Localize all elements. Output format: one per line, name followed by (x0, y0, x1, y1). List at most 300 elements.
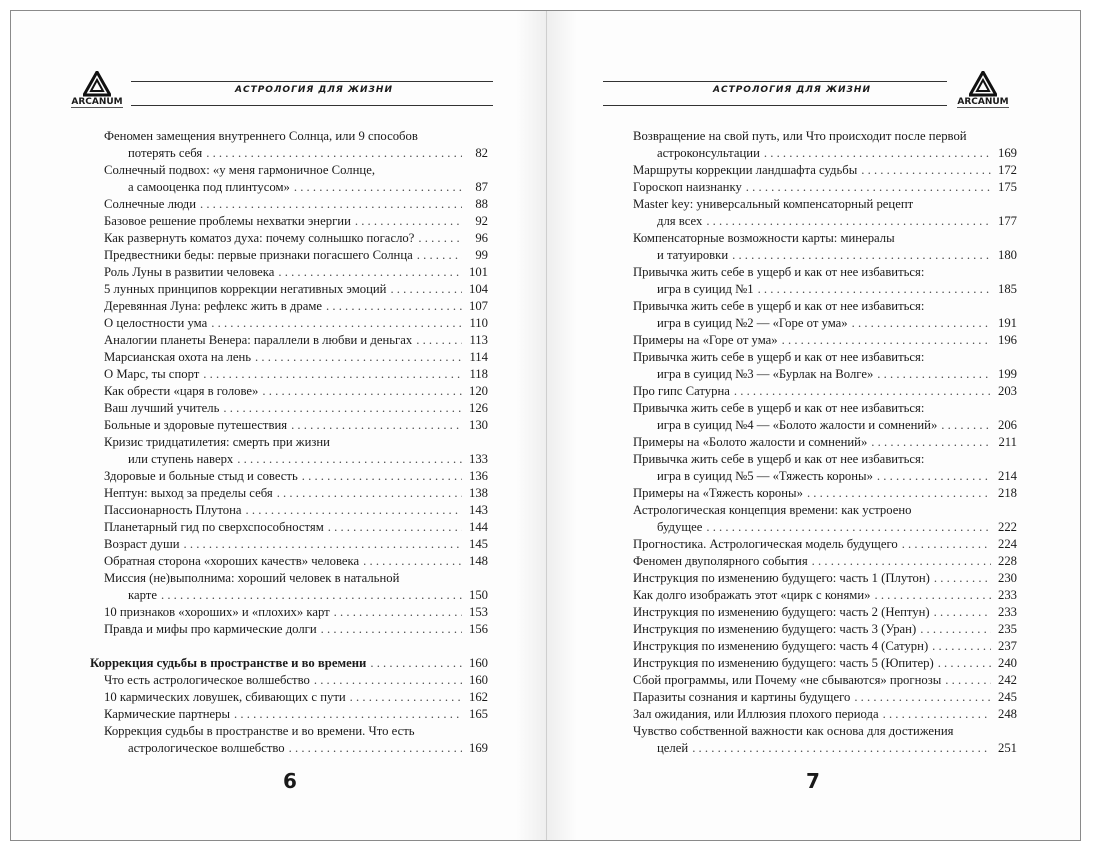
toc-page-number: 222 (997, 520, 1017, 534)
toc-entry-line (633, 128, 1017, 145)
toc-page-number: 144 (468, 520, 488, 534)
toc-entry-line (104, 417, 488, 434)
toc-entry-line (633, 689, 1017, 706)
toc-leader-dots (852, 315, 991, 332)
toc-entry (633, 332, 1017, 349)
toc-entry (633, 587, 1017, 604)
toc-leader-dots (920, 621, 991, 638)
toc-leader-dots (277, 485, 462, 502)
toc-entry-title: Примеры на «Болото жалости и сомнений» (633, 435, 868, 449)
toc-entry (633, 723, 1017, 757)
toc-page-number: 211 (998, 435, 1017, 449)
toc-entry (104, 689, 488, 706)
toc-page-number: 160 (468, 656, 488, 670)
toc-entry (633, 128, 1017, 162)
toc-entry-line (104, 468, 488, 485)
toc-page-number: 162 (468, 690, 488, 704)
toc-entry-line (633, 179, 1017, 196)
toc-entry-line (633, 383, 1017, 400)
toc-entry-line (104, 213, 488, 230)
toc-entry-title: 5 лунных принципов коррекции негативных эмоций (104, 282, 387, 296)
toc-entry-title: О Марс, ты спорт (104, 367, 200, 381)
toc-entry-line (633, 281, 1017, 298)
toc-entry (104, 281, 488, 298)
toc-entry-title: Солнечные люди (104, 197, 196, 211)
toc-leader-dots (877, 366, 991, 383)
toc-entry-line (104, 451, 488, 468)
toc-entry-title: Сбой программы, или Почему «не сбываются» прогнозы (633, 673, 942, 687)
toc-entry-line (633, 247, 1017, 264)
toc-entry (633, 196, 1017, 230)
toc-entry-line (633, 349, 1017, 366)
toc-entry-title: карте (128, 588, 157, 602)
toc-entry (104, 230, 488, 247)
toc-leader-dots (246, 502, 462, 519)
toc-page-number: 175 (997, 180, 1017, 194)
toc-entry-line (104, 502, 488, 519)
toc-entry-line (633, 196, 1017, 213)
toc-entry-title: потерять себя (128, 146, 203, 160)
toc-entry-title: Коррекция судьбы в пространстве и во времени. Что есть (104, 724, 415, 738)
toc-page-number: 165 (468, 707, 488, 721)
toc-leader-dots (206, 145, 462, 162)
toc-entry-title: или ступень наверх (128, 452, 234, 466)
toc-entry-line (633, 638, 1017, 655)
toc-entry-title: Чувство собственной важности как основа для достижения (633, 724, 954, 738)
toc-page-number: 245 (997, 690, 1017, 704)
toc-page-number: 233 (997, 605, 1017, 619)
toc-leader-dots (416, 332, 462, 349)
toc-entry-title: Инструкция по изменению будущего: часть 3 (Уран) (633, 622, 917, 636)
toc-entry (633, 536, 1017, 553)
toc-entry-line (104, 570, 488, 587)
toc-entry-line (104, 400, 488, 417)
toc-entry-line (104, 723, 488, 740)
toc-page-number: 203 (997, 384, 1017, 398)
toc-entry (104, 417, 488, 434)
toc-entry-line (633, 604, 1017, 621)
logo-text: ARCANUM (957, 97, 1009, 107)
toc-entry-title: Деревянная Луна: рефлекс жить в драме (104, 299, 323, 313)
toc-entry (104, 502, 488, 519)
toc-page-number: 180 (997, 248, 1017, 262)
toc-entry-title: Миссия (не)выполнима: хороший человек в натальной (104, 571, 400, 585)
toc-entry-title: Аналогии планеты Венера: параллели в любви и деньгах (104, 333, 413, 347)
toc-entry-title: 10 кармических ловушек, сбивающих с пути (104, 690, 346, 704)
toc-leader-dots (289, 740, 462, 757)
publisher-logo (67, 71, 127, 111)
running-head: АСТРОЛОГИЯ ДЛЯ ЖИЗНИ (713, 85, 871, 95)
toc-leader-dots (938, 655, 991, 672)
toc-page-number: 169 (997, 146, 1017, 160)
toc-entry-title: игра в суицид №2 — «Горе от ума» (657, 316, 848, 330)
toc-entry-title: Предвестники беды: первые признаки погасшего Солнца (104, 248, 413, 262)
toc-entry-line (104, 706, 488, 723)
toc-leader-dots (370, 655, 462, 672)
toc-leader-dots (350, 689, 462, 706)
toc-entry-line (633, 315, 1017, 332)
toc-page-number: 233 (997, 588, 1017, 602)
toc-entry-line (633, 621, 1017, 638)
toc-entry-line (104, 145, 488, 162)
toc-entry-line (104, 587, 488, 604)
arcanum-triangle-icon (83, 71, 111, 97)
toc-entry (633, 162, 1017, 179)
toc-entry-title: Правда и мифы про кармические долги (104, 622, 317, 636)
toc-page-number: 92 (475, 214, 488, 228)
toc-entry (104, 570, 488, 604)
toc-page-number: 156 (468, 622, 488, 636)
toc-entry (633, 264, 1017, 298)
toc-entry-title: Примеры на «Горе от ума» (633, 333, 778, 347)
toc-entry-line (104, 383, 488, 400)
toc-entry (104, 468, 488, 485)
toc-entry (633, 230, 1017, 264)
page-number-right: 7 (806, 769, 820, 793)
logo-underline (71, 107, 123, 108)
toc-entry-title: Обратная сторона «хороших качеств» человека (104, 554, 360, 568)
toc-entry (633, 621, 1017, 638)
toc-entry (633, 706, 1017, 723)
toc-entry (633, 672, 1017, 689)
toc-page-number: 87 (475, 180, 488, 194)
toc-entry-title: Нептун: выход за пределы себя (104, 486, 273, 500)
toc-entry-line (104, 281, 488, 298)
toc-page-number: 224 (997, 537, 1017, 551)
toc-leader-dots (234, 706, 462, 723)
toc-entry-title: Коррекция судьбы в пространстве и во времени (90, 656, 367, 670)
toc-leader-dots (902, 536, 991, 553)
toc-entry-line (633, 723, 1017, 740)
toc-page-number: 237 (997, 639, 1017, 653)
toc-entry (104, 519, 488, 536)
toc-entry (633, 655, 1017, 672)
toc-entry (633, 383, 1017, 400)
toc-entry (104, 672, 488, 689)
toc-leader-dots (314, 672, 462, 689)
toc-entry-title: Примеры на «Тяжесть короны» (633, 486, 803, 500)
toc-entry (104, 298, 488, 315)
toc-entry-line (104, 349, 488, 366)
book-spread (10, 10, 1081, 841)
toc-entry-title: Ваш лучший учитель (104, 401, 220, 415)
toc-entry-line (104, 196, 488, 213)
toc-page-number: 248 (997, 707, 1017, 721)
toc-leader-dots (746, 179, 991, 196)
toc-entry-title: Планетарный гид по сверхспособностям (104, 520, 324, 534)
toc-entry (633, 689, 1017, 706)
toc-page-number: 160 (468, 673, 488, 687)
toc-page-number: 235 (997, 622, 1017, 636)
toc-leader-dots (203, 366, 462, 383)
toc-entry-title: Как развернуть коматоз духа: почему солнышко погасло? (104, 231, 415, 245)
toc-leader-dots (782, 332, 991, 349)
toc-leader-dots (854, 689, 991, 706)
toc-entry-line (104, 536, 488, 553)
toc-entry (633, 400, 1017, 434)
toc-entry-title: Маршруты коррекции ландшафта судьбы (633, 163, 858, 177)
toc-entry-title: Возвращение на свой путь, или Что происходит после первой (633, 129, 967, 143)
toc-entry-line (633, 145, 1017, 162)
toc-entry (104, 264, 488, 281)
toc-leader-dots (390, 281, 462, 298)
toc-entry (633, 604, 1017, 621)
toc-entry-title: Как обрести «царя в голове» (104, 384, 259, 398)
toc-entry-title: Зал ожидания, или Иллюзия плохого периода (633, 707, 879, 721)
toc-page-number: 114 (469, 350, 488, 364)
toc-leader-dots (355, 213, 462, 230)
toc-entry-line (633, 332, 1017, 349)
toc-entry-title: Инструкция по изменению будущего: часть 2 (Нептун) (633, 605, 930, 619)
toc-leader-dots (877, 468, 991, 485)
toc-entry (104, 400, 488, 417)
toc-entry-title: Master key: универсальный компенсаторный рецепт (633, 197, 914, 211)
toc-entry-line (104, 179, 488, 196)
toc-entry-line (633, 162, 1017, 179)
toc-entry-line (633, 502, 1017, 519)
toc-entry-line (90, 655, 488, 672)
toc-leader-dots (184, 536, 463, 553)
toc-entry (633, 451, 1017, 485)
header-rule-bottom (603, 105, 947, 106)
toc-leader-dots (706, 213, 991, 230)
toc-entry (104, 196, 488, 213)
toc-entry-line (633, 451, 1017, 468)
toc-entry (104, 706, 488, 723)
toc-entry-line (633, 434, 1017, 451)
toc-page-number: 172 (997, 163, 1017, 177)
toc-entry-line (633, 655, 1017, 672)
toc-page-number: 145 (468, 537, 488, 551)
toc-page-number: 240 (997, 656, 1017, 670)
toc-page-number: 169 (468, 741, 488, 755)
page-number-left: 6 (283, 769, 297, 793)
toc-entry-title: Кармические партнеры (104, 707, 231, 721)
toc-entry-title: Про гипс Сатурна (633, 384, 730, 398)
toc-entry-title: Инструкция по изменению будущего: часть 5 (Юпитер) (633, 656, 934, 670)
toc-leader-dots (255, 349, 462, 366)
toc-entry-line (633, 400, 1017, 417)
toc-leader-dots (861, 162, 991, 179)
toc-leader-dots (200, 196, 462, 213)
toc-page-number: 251 (997, 741, 1017, 755)
toc-leader-dots (302, 468, 462, 485)
toc-entry-line (633, 417, 1017, 434)
toc-entry (104, 621, 488, 638)
toc-page-number: 242 (997, 673, 1017, 687)
toc-entry-line (633, 264, 1017, 281)
toc-entry-title: и татуировки (657, 248, 729, 262)
toc-leader-dots (417, 247, 462, 264)
header-rule-top (131, 81, 493, 82)
toc-page-number: 191 (997, 316, 1017, 330)
toc-entry-line (104, 315, 488, 332)
toc-page-number: 196 (997, 333, 1017, 347)
toc-entry (104, 332, 488, 349)
toc-entry (633, 298, 1017, 332)
toc-leader-dots (941, 417, 991, 434)
toc-entry-title: а самооценка под плинтусом» (128, 180, 290, 194)
toc-page-number: 199 (997, 367, 1017, 381)
toc-entry (104, 383, 488, 400)
toc-entry-line (104, 553, 488, 570)
toc-entry-title: Феномен двуполярного события (633, 554, 808, 568)
toc-entry-title: Инструкция по изменению будущего: часть 1 (Плутон) (633, 571, 930, 585)
toc-entry-line (104, 230, 488, 247)
toc-entry-line (104, 128, 488, 145)
toc-leader-dots (734, 383, 991, 400)
toc-page-number: 136 (468, 469, 488, 483)
table-of-contents-left (90, 128, 488, 757)
toc-entry-title: Возраст души (104, 537, 180, 551)
logo-text: ARCANUM (71, 97, 123, 107)
toc-leader-dots (934, 604, 991, 621)
toc-entry-line (104, 740, 488, 757)
toc-leader-dots (874, 587, 991, 604)
toc-page-number: 143 (468, 503, 488, 517)
toc-entry-line (633, 536, 1017, 553)
toc-entry (633, 179, 1017, 196)
toc-entry-title: Привычка жить себе в ущерб и как от нее избавиться: (633, 350, 925, 364)
toc-entry-title: Феномен замещения внутреннего Солнца, или 9 способов (104, 129, 418, 143)
toc-page-number: 126 (468, 401, 488, 415)
toc-entry-title: Привычка жить себе в ущерб и как от нее избавиться: (633, 401, 925, 415)
toc-leader-dots (326, 298, 462, 315)
toc-entry-title: для всех (657, 214, 703, 228)
toc-page-number: 206 (997, 418, 1017, 432)
toc-entry (633, 349, 1017, 383)
toc-entry-line (633, 706, 1017, 723)
toc-leader-dots (211, 315, 462, 332)
toc-page-number: 138 (468, 486, 488, 500)
toc-entry-line (633, 468, 1017, 485)
toc-entry-title: Марсианская охота на лень (104, 350, 252, 364)
toc-entry (104, 128, 488, 162)
toc-page-number: 214 (997, 469, 1017, 483)
toc-leader-dots (883, 706, 991, 723)
toc-entry-title: Астрологическая концепция времени: как устроено (633, 503, 912, 517)
toc-entry-line (104, 247, 488, 264)
toc-entry-title: Привычка жить себе в ущерб и как от нее избавиться: (633, 299, 925, 313)
toc-entry-title: Что есть астрологическое волшебство (104, 673, 310, 687)
toc-entry-line (104, 332, 488, 349)
toc-entry (104, 315, 488, 332)
toc-page-number: 88 (475, 197, 488, 211)
toc-entry-line (104, 604, 488, 621)
toc-leader-dots (764, 145, 991, 162)
toc-leader-dots (812, 553, 991, 570)
toc-leader-dots (328, 519, 462, 536)
toc-entry-line (633, 519, 1017, 536)
toc-page-number: 150 (468, 588, 488, 602)
toc-leader-dots (807, 485, 991, 502)
toc-page-number: 120 (468, 384, 488, 398)
toc-entry (104, 434, 488, 468)
toc-leader-dots (418, 230, 462, 247)
toc-page-number: 228 (997, 554, 1017, 568)
toc-entry-title: О целостности ума (104, 316, 208, 330)
toc-section-heading (90, 655, 488, 672)
toc-entry-line (633, 298, 1017, 315)
toc-entry-line (104, 434, 488, 451)
toc-entry-line (104, 264, 488, 281)
toc-entry (633, 570, 1017, 587)
toc-page-number: 130 (468, 418, 488, 432)
toc-page-number: 185 (997, 282, 1017, 296)
toc-entry-title: Компенсаторные возможности карты: минералы (633, 231, 895, 245)
left-page (11, 11, 546, 840)
toc-entry-title: будущее (657, 520, 703, 534)
toc-leader-dots (321, 621, 462, 638)
toc-entry-line (633, 213, 1017, 230)
page-header (71, 71, 493, 111)
toc-entry-title: игра в суицид №4 — «Болото жалости и сомнений» (657, 418, 938, 432)
toc-leader-dots (237, 451, 462, 468)
toc-entry-line (633, 740, 1017, 757)
toc-entry (633, 638, 1017, 655)
right-page (547, 11, 1082, 840)
toc-leader-dots (692, 740, 991, 757)
toc-page-number: 118 (469, 367, 488, 381)
toc-leader-dots (223, 400, 462, 417)
toc-entry (104, 604, 488, 621)
toc-entry (104, 366, 488, 383)
page-header (603, 71, 1009, 111)
running-head: АСТРОЛОГИЯ ДЛЯ ЖИЗНИ (235, 85, 393, 95)
toc-entry-title: 10 признаков «хороших» и «плохих» карт (104, 605, 330, 619)
toc-entry-title: Пассионарность Плутона (104, 503, 242, 517)
toc-leader-dots (732, 247, 991, 264)
toc-entry-title: игра в суицид №3 — «Бурлак на Волге» (657, 367, 874, 381)
toc-entry-title: игра в суицид №1 (657, 282, 754, 296)
toc-entry-title: Гороскоп наизнанку (633, 180, 742, 194)
toc-entry-line (104, 298, 488, 315)
toc-entry-title: Прогностика. Астрологическая модель будущего (633, 537, 898, 551)
toc-entry-line (633, 366, 1017, 383)
toc-entry-line (104, 689, 488, 706)
toc-leader-dots (934, 570, 991, 587)
toc-entry (633, 502, 1017, 536)
toc-entry-line (104, 485, 488, 502)
toc-entry-title: Больные и здоровые путешествия (104, 418, 288, 432)
toc-entry (104, 723, 488, 757)
toc-entry-title: Как долго изображать этот «цирк с конями» (633, 588, 871, 602)
toc-page-number: 113 (469, 333, 488, 347)
toc-entry-title: Паразиты сознания и картины будущего (633, 690, 851, 704)
toc-leader-dots (871, 434, 991, 451)
toc-page-number: 133 (468, 452, 488, 466)
toc-entry-line (633, 587, 1017, 604)
toc-page-number: 82 (475, 146, 488, 160)
logo-underline (957, 107, 1009, 108)
toc-entry (104, 247, 488, 264)
toc-leader-dots (262, 383, 462, 400)
toc-entry-line (633, 570, 1017, 587)
toc-entry-line (633, 485, 1017, 502)
toc-entry (104, 536, 488, 553)
toc-entry-title: астрологическое волшебство (128, 741, 285, 755)
toc-page-number: 148 (468, 554, 488, 568)
toc-page-number: 107 (468, 299, 488, 313)
toc-entry (104, 162, 488, 196)
toc-leader-dots (294, 179, 462, 196)
toc-leader-dots (161, 587, 462, 604)
toc-entry-title: астроконсультации (657, 146, 760, 160)
toc-page-number: 230 (997, 571, 1017, 585)
arcanum-triangle-icon (969, 71, 997, 97)
toc-leader-dots (706, 519, 991, 536)
toc-page-number: 153 (468, 605, 488, 619)
